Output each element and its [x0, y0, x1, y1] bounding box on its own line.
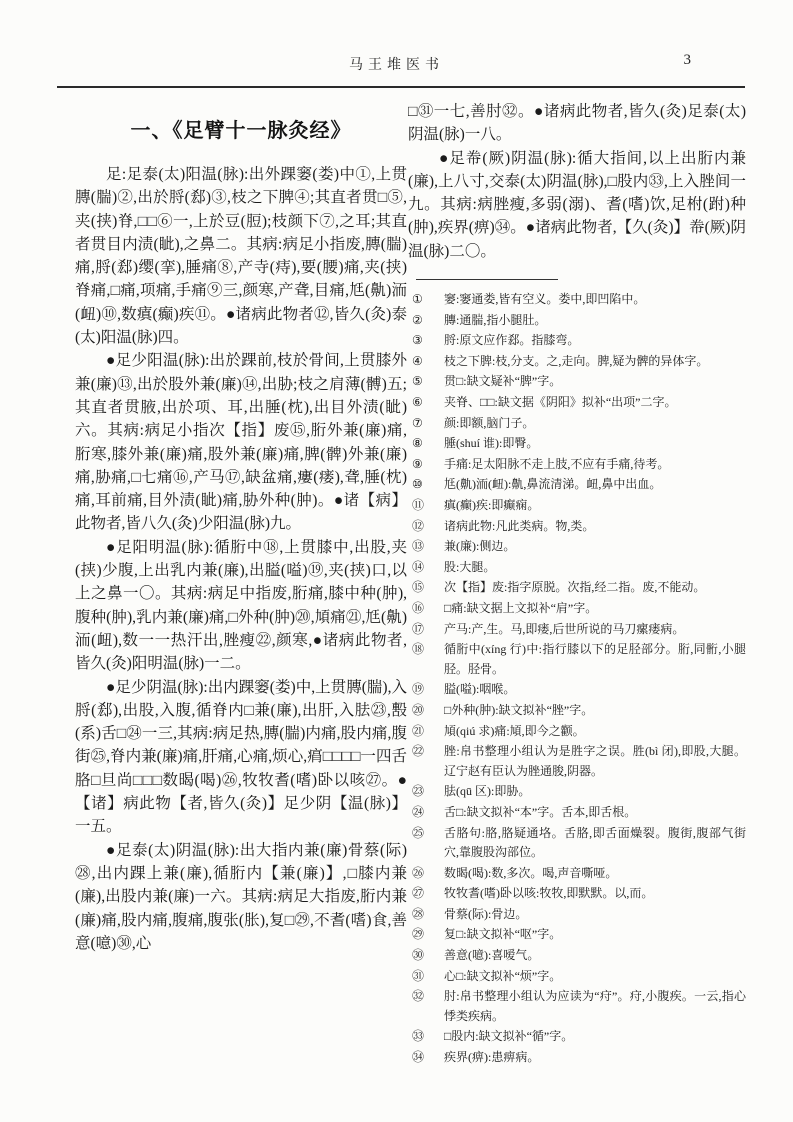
annotation-number: ㉝	[412, 1029, 425, 1044]
annotation-number: ㉜	[412, 989, 425, 1004]
annotation-text: 腄(shuí 谁):即臀。	[444, 436, 539, 451]
annotation-item	[408, 599, 746, 619]
annotation-item	[408, 946, 746, 966]
annotation-item	[408, 905, 746, 925]
annotation-text: 贯□:缺文疑补“脾”字。	[444, 374, 562, 389]
annotation-number: ⑬	[412, 539, 425, 554]
header-rule	[57, 86, 745, 88]
annotation-list	[408, 290, 746, 1068]
right-column-body	[408, 100, 746, 263]
running-header-title: 马王堆医书	[349, 58, 444, 73]
annotation-item	[408, 372, 746, 392]
annotation-text: 骨蔡(际):骨边。	[444, 906, 528, 921]
annotation-item	[408, 393, 746, 413]
annotation-item	[408, 640, 746, 679]
annotation-item	[408, 352, 746, 372]
annotation-item	[408, 742, 746, 781]
annotation-text: 循胻中(xíng 行)中:指行膝以下的足胫部分。胻,同䯒,小腿胫。胫骨。	[444, 642, 746, 676]
annotation-text: 次【指】废:指字原脱。次指,经二指。废,不能动。	[444, 580, 706, 595]
annotation-number: ㉓	[412, 784, 425, 799]
annotation-number: ㉚	[412, 948, 425, 963]
annotation-number: ⑪	[412, 498, 425, 513]
annotation-text: 牧牧耆(嗜)卧以咳:牧牧,即默默。以,而。	[444, 886, 654, 901]
annotation-number: ⑥	[412, 395, 423, 410]
annotation-number: ⑲	[412, 682, 425, 697]
annotation-number: ⑯	[412, 600, 425, 615]
annotation-text: 兼(廉):侧边。	[444, 539, 516, 554]
annotation-item	[408, 782, 746, 802]
annotation-item	[408, 884, 746, 904]
left-column	[75, 100, 407, 955]
annotation-number: ⑰	[412, 621, 425, 636]
annotation-number: ⑱	[412, 642, 425, 657]
annotation-text: 舌胳句:胳,胳疑通垎。舌胳,即舌面燥裂。腹街,腹部气街穴,靠腹股沟部位。	[444, 825, 746, 860]
annotation-number: ㉘	[412, 906, 425, 921]
annotation-item	[408, 578, 746, 598]
annotation-text: 頄(qiú 求)痛:頄,即今之颧。	[444, 723, 585, 738]
annotation-number: ㉖	[412, 865, 425, 880]
annotation-text: 膞:通腨,指小腿肚。	[444, 312, 547, 327]
right-column	[408, 100, 746, 1069]
body-paragraph: ●足少阳温(脉):出於踝前,枝於骨间,上贯膝外兼(廉)⑬,出於股外兼(廉)⑭,出胁;枝之肩薄(髆)五;其直者贯腋,出於项、耳,出腄(枕),出目外渍(眦)六。其病:病足小指次【指】废⑮,胻外兼(廉)痛,胻寒,膝外兼(廉)痛,股外兼(廉)痛,脾(髀)外兼(廉)痛,胁痛,□七痛⑯,产马⑰,缺盆痛,瘻(瘘),聋,腄(枕)痛,耳前痛,目外渍(眦)痛,胁外种(肿)。●诸【病】此物者,皆八久(灸)少阳温(脉)九。	[75, 352, 407, 533]
annotation-item	[408, 701, 746, 721]
annotation-number: ①	[412, 292, 423, 307]
annotation-item	[408, 414, 746, 434]
annotation-item	[408, 537, 746, 557]
annotation-item	[408, 925, 746, 945]
annotation-number: ④	[412, 353, 423, 368]
annotation-number: ⑤	[412, 374, 423, 389]
annotation-text: 疾界(痹):患痹病。	[444, 1050, 540, 1065]
annotation-text: 肘:帛书整理小组认为应读为“疛”。疛,小腹疾。一云,指心悸类疾病。	[444, 989, 746, 1023]
annotation-text: 颜:即额,脑门子。	[444, 415, 535, 430]
annotation-text: 复□:缺文拟补“呕”字。	[444, 927, 562, 942]
annotation-item	[408, 987, 746, 1026]
annotation-text: 数暍(喝):数,多次。喝,声音嘶哑。	[444, 865, 618, 880]
annotation-number: ⑮	[412, 580, 425, 595]
annotation-item	[408, 475, 746, 495]
annotation-text: 脞:帛书整理小组认为是胜字之误。胜(bì 闭),即股,大腿。辽宁赵有臣认为脞通朘,阴器。	[444, 744, 746, 778]
annotation-number: ㉞	[412, 1050, 425, 1065]
footnote-separator-rule	[416, 279, 558, 280]
annotation-text: □痛:缺文据上文拟补“肩”字。	[444, 600, 598, 615]
annotation-number: ⑭	[412, 559, 425, 574]
page-number: 3	[683, 52, 691, 68]
annotation-number: ②	[412, 312, 423, 327]
body-paragraph: ●足帣(厥)阴温(脉):循大指间,以上出胻内兼(廉),上八寸,交泰(太)阴温(脉),□股内㉝,上入脞间一九。其病:病脞瘦,多弱(溺)、耆(嗜)饮,足柎(跗)种(肿),疾界(痹)㉞。●诸病此物者,【久(灸)】帣(厥)阴温(脉)二〇。	[408, 149, 746, 260]
annotation-text: □外种(肿):缺文拟补“脞”字。	[444, 702, 594, 717]
annotation-item	[408, 517, 746, 537]
annotation-item	[408, 803, 746, 823]
body-paragraph: □㉛一七,善肘㉜。●诸病此物者,皆久(灸)足泰(太)阴温(脉)一八。	[408, 103, 746, 144]
annotation-text: 枝之下脾:枝,分支。之,走向。脾,疑为髀的异体字。	[444, 353, 709, 368]
annotation-number: ㉛	[412, 968, 425, 983]
annotation-number: ㉙	[412, 927, 425, 942]
annotation-text: 善意(噫):喜嗳气。	[444, 948, 540, 963]
annotation-number: ㉗	[412, 886, 425, 901]
annotation-number: ㉕	[412, 825, 425, 840]
annotation-text: 胠(qū 区):即胁。	[444, 784, 531, 799]
annotation-text: 窭:窭通娄,皆有空义。娄中,即凹陷中。	[444, 292, 646, 307]
annotation-item	[408, 496, 746, 516]
annotation-number: ⑫	[412, 518, 425, 533]
annotation-item	[408, 290, 746, 310]
annotation-text: 产马:产,生。马,即瘘,后世所说的马刀瘰瘘病。	[444, 621, 685, 636]
annotation-number: ③	[412, 333, 423, 348]
section-title: 一、《足臂十一脉灸经》	[130, 120, 352, 142]
annotation-text: 舌□:缺文拟补“本”字。舌本,即舌根。	[444, 804, 637, 819]
annotation-text: 夹脊、□□:缺文据《阴阳》拟补“出项”二字。	[444, 395, 677, 410]
annotation-item	[408, 722, 746, 742]
body-paragraph: 足:足泰(太)阳温(脉):出外踝窭(娄)中①,上贯膞(腨)②,出於脟(郄)③,枝之下脾④;其直者贯□⑤,夹(挟)脊,□□⑥一,上於豆(脰);枝颜下⑦,之耳;其直者贯目内渍(眦),之鼻二。其病:病足小指废,膞(腨)痛,脟(郄)缨(挛),腄痛⑧,产寺(痔),要(腰)痛,夹(挟)脊痛,□痛,项痛,手痛⑨三,颜寒,产聋,目痛,尪(鼽)洏(衄)⑩,数瘨(癫)疾⑪。●诸病此物者⑫,皆久(灸)泰(太)阳温(脉)四。	[75, 166, 407, 347]
annotation-item	[408, 311, 746, 331]
annotation-text: 脟:原文应作郄。指膝弯。	[444, 333, 580, 348]
annotation-text: 心□:缺文拟补“烦”字。	[444, 968, 562, 983]
body-paragraph: ●足阳明温(脉):循胻中⑱,上贯膝中,出股,夹(挟)少腹,上出乳内兼(廉),出膉(嗌)⑲,夹(挟)口,以上之鼻一〇。其病:病足中指废,胻痛,膝中种(肿),腹种(肿),乳内兼(廉)痛,□外种(肿)⑳,頄痛㉑,尪(鼽)洏(衄),数一一热汗出,脞瘦㉒,颜寒,●诸病此物者,皆久(灸)阳明温(脉)一二。	[75, 538, 407, 673]
annotation-item	[408, 331, 746, 351]
annotation-item	[408, 967, 746, 987]
annotation-text: 诸病此物:凡此类病。物,类。	[444, 518, 595, 533]
annotation-number: ⑧	[412, 436, 423, 451]
annotation-item	[408, 1048, 746, 1068]
left-column-body	[75, 163, 407, 955]
body-paragraph: ●足少阴温(脉):出内踝窭(娄)中,上贯膞(腨),入脟(郄),出股,入腹,循脊内□兼(廉),出肝,入胠㉓,毄(系)舌□㉔一三,其病:病足热,膞(腨)内痛,股内痛,腹街㉕,脊内兼(廉)痛,肝痛,心痛,烦心,㾓□□□□一四舌胳□旦尚□□□数暍(喝)㉖,牧牧耆(嗜)卧以咳㉗。●【诸】病此物【者,皆久(灸)】足少阴【温(脉)】一五。	[75, 678, 407, 836]
annotation-text: 瘨(癫)疾:即癫痫。	[444, 498, 540, 513]
annotation-text: 手痛:足太阳脉不走上肢,不应有手痛,待考。	[444, 456, 670, 471]
body-paragraph: ●足泰(太)阴温(脉):出大指内兼(廉)骨蔡(际)㉘,出内踝上兼(廉),循胻内【兼(廉)】,□膝内兼(廉),出股内兼(廉)一六。其病:病足大指废,胻内兼(廉)痛,股内痛,腹痛,腹张(胀),复□㉙,不耆(嗜)食,善意(噫)㉚,心	[75, 841, 407, 952]
annotation-item	[408, 1027, 746, 1047]
annotation-text: 尪(鼽)洏(衄):鼽,鼻流清涕。衄,鼻中出血。	[444, 477, 662, 492]
annotation-text: 膉(嗌):咽喉。	[444, 682, 516, 697]
annotation-number: ⑩	[412, 477, 423, 492]
annotation-item	[408, 620, 746, 640]
annotation-item	[408, 864, 746, 884]
annotation-item	[408, 824, 746, 863]
annotation-item	[408, 434, 746, 454]
annotation-number: ㉔	[412, 804, 425, 819]
annotation-number: ⑦	[412, 415, 423, 430]
annotation-number: ⑨	[412, 456, 423, 471]
annotation-item	[408, 455, 746, 475]
annotation-item	[408, 680, 746, 700]
annotation-text: 股:大腿。	[444, 559, 496, 574]
annotation-number: ⑳	[412, 702, 425, 717]
annotation-number: ㉒	[412, 744, 425, 759]
annotation-item	[408, 558, 746, 578]
annotation-text: □股内:缺文拟补“循”字。	[444, 1029, 574, 1044]
annotation-number: ㉑	[412, 723, 425, 738]
